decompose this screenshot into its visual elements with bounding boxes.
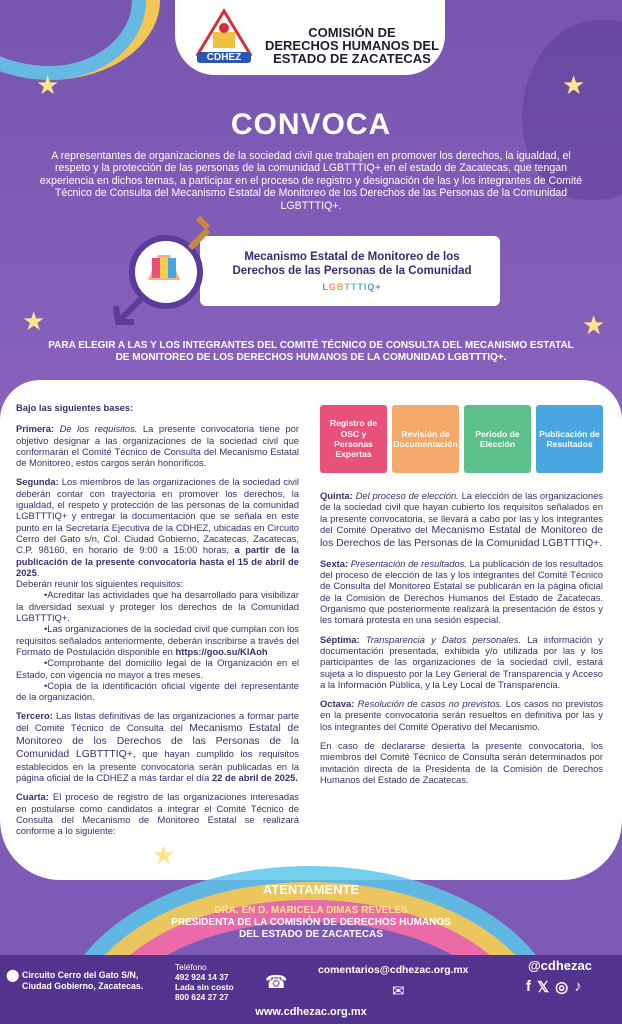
banner-title xyxy=(212,250,492,278)
right-column xyxy=(320,490,603,793)
base-primera xyxy=(16,423,299,468)
tollfree-label: Lada sin costo xyxy=(175,982,234,992)
base-text-end: . xyxy=(36,566,40,578)
purpose-text: PARA ELEGIR A LAS Y LOS INTEGRANTES DEL COMITÉ TÉCNICO DE CONSULTA DEL MECANISMO ESTATAL DE MONITOREO DE LOS DERECHOS HUMANOS DE LA COMUNIDAD LGBTTTIQ+. xyxy=(48,340,574,363)
signer-title: PRESIDENTA DE LA COMISIÓN DE DERECHOS HUMANOS xyxy=(171,917,451,928)
footer-address xyxy=(22,970,162,992)
logo-acronym: CDHEZ xyxy=(197,52,251,63)
banner-title-line: Derechos de las Personas de la Comunidad xyxy=(232,265,472,277)
base-septima xyxy=(320,634,603,690)
process-steps xyxy=(320,405,605,473)
facebook-icon[interactable]: f xyxy=(526,978,531,995)
banner-title-line: Mecanismo Estatal de Monitoreo de los xyxy=(244,251,460,263)
star-icon: ★ xyxy=(36,70,60,100)
mechanism-name: Mecanismo Estatal de Monitoreo de los Derechos de las Personas de la Comunidad LGBTTTIQ+, xyxy=(16,722,299,760)
mail-icon: ✉ xyxy=(392,983,405,1000)
base-label: Primera: xyxy=(16,423,55,435)
base-topic: Resolución de casos no previstos. xyxy=(357,698,503,710)
left-column xyxy=(16,402,299,845)
step-registro: Registro de OSC y Personas Expertas xyxy=(320,405,387,473)
form-link[interactable]: https://goo.su/KlAoh xyxy=(175,645,268,657)
org-name xyxy=(262,26,442,65)
base-quinta xyxy=(320,490,603,550)
x-icon[interactable]: 𝕏 xyxy=(537,979,550,996)
requirement-text: •Las organizaciones de la sociedad civil que cumplan con los requisitos señalados anteriormente, deberán inscribirse a través del Formato de Postulación disponible en xyxy=(16,623,299,657)
footer-email[interactable]: comentarios@cdhezac.org.mx xyxy=(318,965,469,976)
footer-phones xyxy=(175,962,255,1002)
org-name-line: DERECHOS HUMANOS DEL xyxy=(264,38,440,53)
base-text: La elección de las organizaciones de la sociedad civil que hayan cubierto los requisitos señalados en la presente convocatoria, se llevará a cabo por las y los integrantes del Comité Operativo del xyxy=(320,490,603,535)
phone-number[interactable]: 492 924 14 37 xyxy=(175,972,229,982)
phone-icon: ☎ xyxy=(265,972,288,992)
step-publicacion: Publicación de Resultados xyxy=(536,405,603,473)
footer-website[interactable]: www.cdhezac.org.mx xyxy=(255,1006,367,1018)
social-handle[interactable]: @cdhezac xyxy=(528,958,592,973)
star-icon: ★ xyxy=(22,306,46,336)
base-topic: Transparencia y Datos personales. xyxy=(365,633,522,645)
intro-text: A representantes de organizaciones de la sociedad civil que trabajen en promover los derechos, la igualdad, el respeto y la protección de las personas de la comunidad LGBTTTIQ+ en el estado de Zacatecas, que tengan experiencia en dichos temas, a participar en el proceso de registro y designación de las y los integrantes de Comité Técnico de Consulta del Mecanismo Estatal de Monitoreo de los Derechos de las Personas de la Comunidad LGBTTTIQ+. xyxy=(39,150,583,212)
address-line: Circuito Cerro del Gato S/N, xyxy=(22,970,139,980)
tollfree-number[interactable]: 800 624 27 27 xyxy=(175,992,229,1002)
base-sexta xyxy=(320,558,603,626)
base-label: Séptima: xyxy=(320,633,360,645)
tiktok-icon[interactable]: ♪ xyxy=(574,978,582,995)
base-topic: Presentación de resultados. xyxy=(350,557,467,569)
base-text: que hayan cumplido los requisitos establecidos en la presente convocatoria serán publicadas en la página oficial de la CDHEZ a más tardar el día xyxy=(16,747,299,784)
address-line: Ciudad Gobierno, Zacatecas. xyxy=(22,981,144,991)
base-label: Segunda: xyxy=(16,476,59,488)
org-name-line: ESTADO DE ZACATECAS xyxy=(273,51,431,66)
signer-name: DRA. EN D. MARICELA DIMAS REVELES xyxy=(214,905,408,916)
location-pin-icon: ⬤ xyxy=(6,968,20,982)
phone-label: Teléfono xyxy=(175,962,207,972)
star-icon: ★ xyxy=(152,840,176,870)
requirement-item: •Comprobante del domicilio legal de la Organización en el Estado, con vigencia no mayor a tres meses. xyxy=(16,657,299,680)
signer-title: DEL ESTADO DE ZACATECAS xyxy=(239,929,383,940)
base-text: Los casos no previstos en la presente convocatoria serán resueltos en definitiva por las y los integrantes del Comité Operativo del Mecanismo. xyxy=(320,698,604,732)
requirement-item: •Acreditar las actividades que ha desarrollado para visibilizar la diversidad sexual y proteger los derechos de la Comunidad LGBTTTIQ+. xyxy=(16,589,299,624)
base-label: Sexta: xyxy=(320,557,349,569)
desierta-note: En caso de declararse desierta la presente convocatoria, los miembros del Comité Técnico de Consulta serán determinados por invitación directa de la Presidenta de la Comisión de Derechos Humanos del Estado de Zacatecas. xyxy=(320,740,603,785)
bases-heading: Bajo las siguientes bases: xyxy=(16,402,134,413)
base-text: La presente convocatoria tiene por objetivo designar a las organizaciones de la sociedad civil que conformarán el Comité Técnico de Consulta del Mecanismo Estatal de Monitoreo, estos cargos serán honoríficos. xyxy=(16,423,300,469)
social-icons xyxy=(526,978,582,996)
requirements-intro: Deberán reunir los siguientes requisitos: xyxy=(16,578,184,590)
instagram-icon[interactable]: ◎ xyxy=(555,979,569,996)
base-deadline: a partir de la publicación de la presente convocatoria hasta el 15 de abril de 2025 xyxy=(16,544,299,578)
base-label: Cuarta: xyxy=(16,791,49,803)
mechanism-name: Mecanismo Estatal de Monitoreo de los Derechos de las Personas de la Comunidad LGBTTTIQ+. xyxy=(320,524,604,549)
base-octava xyxy=(320,698,603,732)
base-cuarta xyxy=(16,791,299,836)
base-segunda xyxy=(16,476,299,578)
base-text: Las listas definitivas de las organizaciones a formar parte del Comité Técnico de Consulta del xyxy=(16,710,299,733)
dot-decoration xyxy=(568,395,577,404)
base-text: La publicación de los resultados del proceso de elección de las y los integrantes del Comité Técnico de Consulta del Monitoreo Estatal se publicarán en la página oficial de la Comisión de Derechos Humanos del Estado de Zacatecas. Organismo que posteriormente realizará la presentación de éstos y les tomará protesta en una sesión especial. xyxy=(320,557,603,626)
requirement-item xyxy=(16,623,299,657)
base-text: El proceso de registro de las organizaciones interesadas en postularse como candidatos a integrar el Comité Técnico de Consulta del Mecanismo de Monitoreo Estatal se realizará conforme a lo siguiente: xyxy=(16,791,299,837)
headline: CONVOCA xyxy=(230,108,392,141)
base-text: La información y documentación presentada, exhibida y/o utilizada por las y los participantes de las organizaciones de la sociedad civil, estará sujeta a lo dispuesto por la Ley General de Transparencia y Acceso a la Información Pública, y la Ley Local de Transparencia. xyxy=(320,633,603,690)
requirement-item: •Copia de la identificación oficial vigente del representante de la organización. xyxy=(16,679,299,703)
step-revision: Revisión de Documentación xyxy=(392,405,459,473)
star-icon: ★ xyxy=(562,70,586,100)
gender-symbol-icon xyxy=(108,210,228,330)
base-text: Los miembros de las organizaciones de la sociedad civil deberán contar con trayectoria en promover los derechos, la igualdad, el respeto y protección de las personas de la comunidad LGBTTTIQ+ y entregar la documentación que se señala en este punto en la Secretaría Ejecutiva de la CDHEZ, ubicadas en Circuito Cerro del Gato s/n, Col. Ciudad Gobierno, Zacatecas, Zacatecas, C.P. 98160, en horario de 9:00 a 15:00 horas, xyxy=(16,476,299,556)
banner-subtitle-text: LGBTTTIQ+ xyxy=(322,282,382,292)
base-topic: Del proceso de elección. xyxy=(355,490,459,501)
closing-atentamente: ATENTAMENTE xyxy=(262,882,360,897)
base-tercero xyxy=(16,710,299,783)
banner-subtitle xyxy=(212,282,492,292)
step-eleccion: Periodo de Elección xyxy=(464,405,531,473)
base-deadline: 22 de abril de 2025. xyxy=(211,772,298,784)
base-label: Octava: xyxy=(320,698,355,710)
base-label: Quinta: xyxy=(320,490,353,501)
base-topic: De los requisitos. xyxy=(59,423,138,435)
base-label: Tercero: xyxy=(16,710,53,722)
signature-block xyxy=(0,905,622,941)
org-name-line: COMISIÓN DE xyxy=(308,25,396,40)
star-icon: ★ xyxy=(582,310,606,340)
